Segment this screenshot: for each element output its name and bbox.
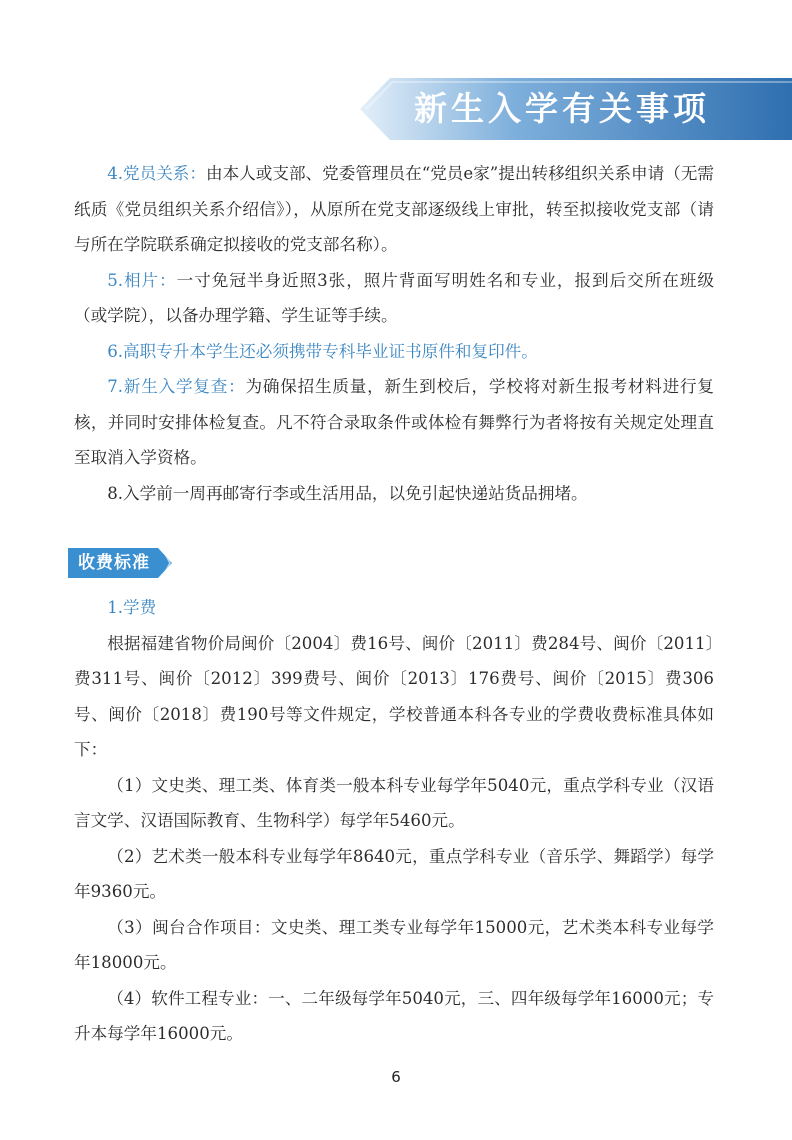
- item-photo: [74, 263, 714, 334]
- item-label: 7.新生入学复查：: [107, 377, 246, 396]
- item-upgrade-students: 6.高职专升本学生还必须携带专科毕业证书原件和复印件。: [107, 341, 538, 361]
- fee-item-1: （1）文史类、理工类、体育类一般本科专业每学年5040元，重点学科专业（汉语言文学、汉语国际教育、生物科学）每学年5460元。: [74, 775, 714, 830]
- item-recheck: [74, 369, 714, 476]
- item-text: 为确保招生质量，新生到校后，学校将对新生报考材料进行复核，并同时安排体检复查。凡不符合录取条件或体检有舞弊行为者将按有关规定处理直至取消入学资格。: [74, 377, 714, 467]
- page-number: 6: [391, 1068, 401, 1086]
- fees-subtitle: 1.学费: [107, 598, 157, 617]
- item-text: 一寸免冠半身近照3张，照片背面写明姓名和专业，报到后交所在班级（或学院），以备办理学籍、学生证等手续。: [74, 270, 714, 325]
- fee-item-3: （3）闽台合作项目：文史类、理工类专业每学年15000元，艺术类本科专业每学年18000元。: [74, 917, 714, 972]
- fees-intro: 根据福建省物价局闽价〔2004〕费16号、闽价〔2011〕费284号、闽价〔2011〕费311号、闽价〔2012〕399费号、闽价〔2013〕176费号、闽价〔2015〕费306号、闽价〔2018〕费190号等文件规定，学校普通本科各专业的学费收费标准具体如下：: [74, 633, 714, 759]
- item-label: 4.党员关系：: [107, 164, 206, 183]
- section-title: 收费标准: [78, 553, 150, 573]
- document-body: [74, 156, 714, 1052]
- page-title: 新生入学有关事项: [414, 89, 710, 128]
- section-tag-fees: [68, 548, 172, 578]
- item-luggage: 8.入学前一周再邮寄行李或生活用品，以免引起快递站货品拥堵。: [107, 483, 588, 503]
- header-banner: [360, 78, 792, 140]
- item-label: 5.相片：: [107, 270, 177, 290]
- item-text: 由本人或支部、党委管理员在“党员e家”提出转移组织关系申请（无需纸质《党员组织关系介绍信》），从原所在党支部逐级线上审批，转至拟接收党支部（请与所在学院联系确定拟接收的党支部名称）。: [74, 164, 715, 254]
- fee-item-2: （2）艺术类一般本科专业每学年8640元，重点学科专业（音乐学、舞蹈学）每学年9360元。: [74, 846, 714, 901]
- item-party-relation: [74, 156, 714, 263]
- fee-item-4: （4）软件工程专业：一、二年级每学年5040元，三、四年级每学年16000元；专升本每学年16000元。: [74, 988, 714, 1043]
